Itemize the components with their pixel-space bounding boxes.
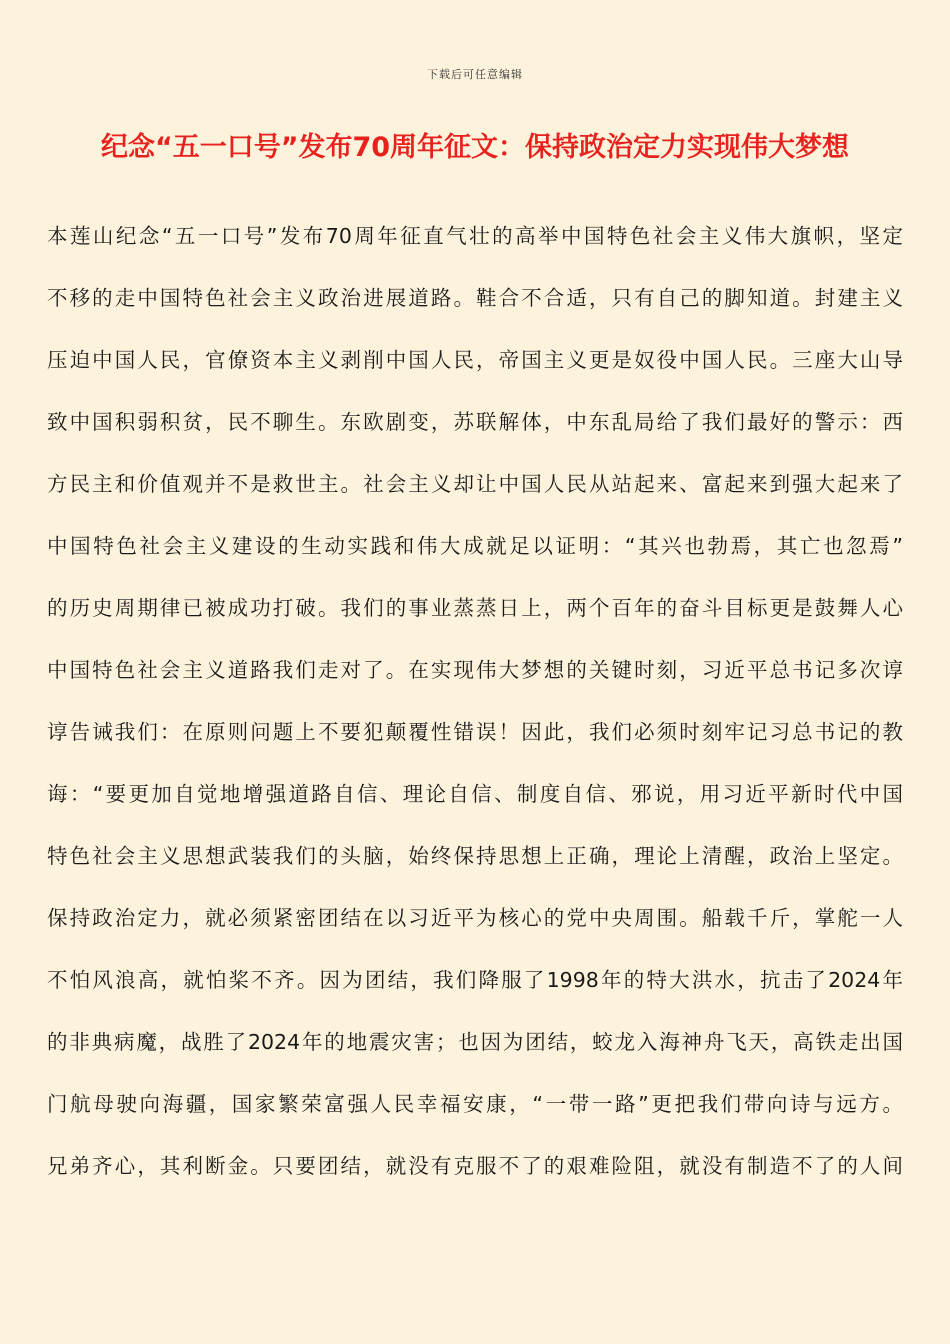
- body-line: 本莲山纪念“五一口号”发布70周年征直气壮的高举中国特色社会主义伟大旗帜，坚定: [47, 224, 903, 248]
- body-line: 不移的走中国特色社会主义政治进展道路。鞋合不合适，只有自己的脚知道。封建主义: [47, 286, 903, 310]
- body-line: 诲：“要更加自觉地增强道路自信、理论自信、制度自信、邪说，用习近平新时代中国: [47, 782, 903, 806]
- body-line: 致中国积弱积贫，民不聊生。东欧剧变，苏联解体，中东乱局给了我们最好的警示：西: [47, 410, 903, 434]
- body-line: 压迫中国人民，官僚资本主义剥削中国人民，帝国主义更是奴役中国人民。三座大山导: [47, 348, 903, 372]
- body-line: 中国特色社会主义建设的生动实践和伟大成就足以证明：“其兴也勃焉，其亡也忽焉”: [47, 534, 903, 558]
- body-line: 门航母驶向海疆，国家繁荣富强人民幸福安康，“一带一路”更把我们带向诗与远方。: [47, 1092, 903, 1116]
- body-line: 谆告诫我们：在原则问题上不要犯颠覆性错误！因此，我们必须时刻牢记习总书记的教: [47, 720, 903, 744]
- header-note: 下载后可任意编辑: [427, 68, 523, 81]
- body-line: 方民主和价值观并不是救世主。社会主义却让中国人民从站起来、富起来到强大起来了: [47, 472, 903, 496]
- article-title: 纪念“五一口号”发布70周年征文：保持政治定力实现伟大梦想: [100, 132, 850, 163]
- body-line: 的历史周期律已被成功打破。我们的事业蒸蒸日上，两个百年的奋斗目标更是鼓舞人心: [47, 596, 903, 620]
- body-line: 不怕风浪高，就怕桨不齐。因为团结，我们降服了1998年的特大洪水，抗击了2024年: [47, 968, 903, 992]
- body-line: 兄弟齐心，其利断金。只要团结，就没有克服不了的艰难险阻，就没有制造不了的人间: [47, 1154, 903, 1178]
- body-line: 保持政治定力，就必须紧密团结在以习近平为核心的党中央周围。船载千斤，掌舵一人: [47, 906, 903, 930]
- article-body: [47, 217, 903, 1209]
- body-line: 特色社会主义思想武装我们的头脑，始终保持思想上正确，理论上清醒，政治上坚定。: [47, 844, 903, 868]
- body-line: 的非典病魔，战胜了2024年的地震灾害；也因为团结，蛟龙入海神舟飞天，高铁走出国: [47, 1030, 903, 1054]
- body-line: 中国特色社会主义道路我们走对了。在实现伟大梦想的关键时刻，习近平总书记多次谆: [47, 658, 903, 682]
